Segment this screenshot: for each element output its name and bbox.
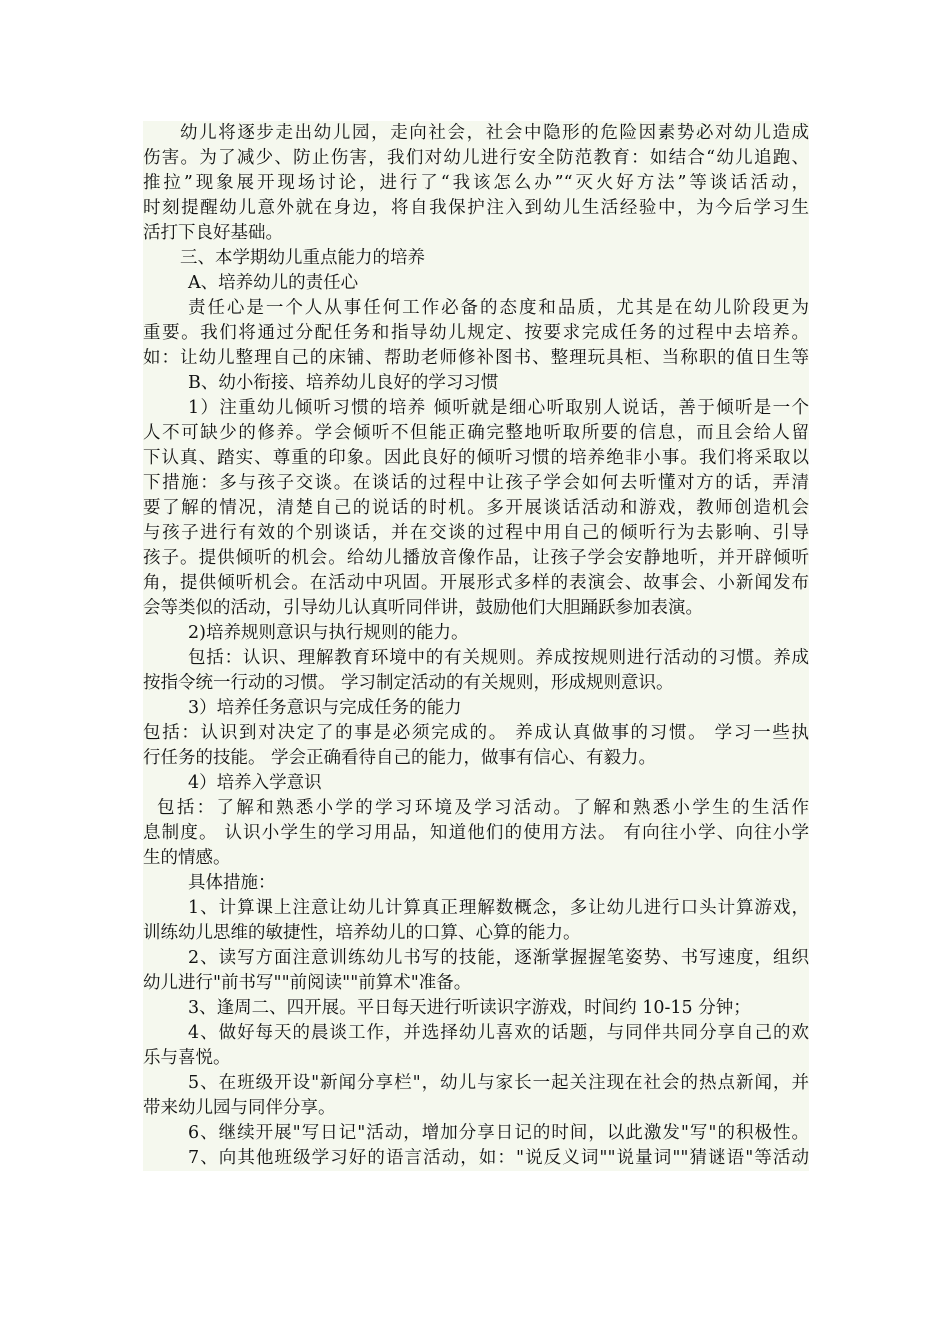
paragraph-line: 幼儿进行"前书写""前阅读""前算术"准备。 xyxy=(143,973,472,993)
subsection-heading: 具体措施： xyxy=(188,873,276,893)
paragraph-line: 乐与喜悦。 xyxy=(143,1048,231,1068)
paragraph-line: 要了解的情况，清楚自己的说话的时机。多开展谈话活动和游戏，教师创造机会 xyxy=(143,498,809,518)
paragraph-line: 按指令统一行动的习惯。 学习制定活动的有关规则，形成规则意识。 xyxy=(143,673,674,693)
paragraph-line: 责任心是一个人从事任何工作必备的态度和品质，尤其是在幼儿阶段更为 xyxy=(188,298,809,318)
list-item: 2、读写方面注意训练幼儿书写的技能，逐渐掌握握笔姿势、书写速度，组织 xyxy=(188,948,809,968)
paragraph-line: 推拉”现象展开现场讨论，进行了“我该怎么办”“灭火好方法”等谈话活动， xyxy=(143,173,809,193)
paragraph-line: 行任务的技能。 学会正确看待自己的能力，做事有信心、有毅力。 xyxy=(143,748,657,768)
subsection-heading: 2)培养规则意识与执行规则的能力。 xyxy=(188,623,469,643)
paragraph-line: 如：让幼儿整理自己的床铺、帮助老师修补图书、整理玩具柜、当称职的值日生等 xyxy=(143,348,809,368)
paragraph-line: 训练幼儿思维的敏捷性，培养幼儿的口算、心算的能力。 xyxy=(143,923,581,943)
paragraph-line: 活打下良好基础。 xyxy=(143,223,283,243)
paragraph-line: 与孩子进行有效的个别谈话，并在交谈的过程中用自己的倾听行为去影响、引导 xyxy=(143,523,809,543)
paragraph-line: 包括：认识到对决定了的事是必须完成的。 养成认真做事的习惯。 学习一些执 xyxy=(143,723,809,743)
list-item: 5、在班级开设"新闻分享栏"，幼儿与家长一起关注现在社会的热点新闻，并 xyxy=(188,1073,809,1093)
paragraph-line: 息制度。 认识小学生的学习用品，知道他们的使用方法。 有向往小学、向往小学 xyxy=(143,823,809,843)
subsection-heading: B、幼小衔接、培养幼儿良好的学习习惯 xyxy=(188,373,499,393)
subsection-heading: 4）培养入学意识 xyxy=(188,773,322,793)
paragraph-line: 孩子。提供倾听的机会。给幼儿播放音像作品，让孩子学会安静地听，并开辟倾听 xyxy=(143,548,809,568)
paragraph-line: 下认真、踏实、尊重的印象。因此良好的倾听习惯的培养绝非小事。我们将采取以 xyxy=(143,448,809,468)
paragraph-line: 伤害。为了减少、防止伤害，我们对幼儿进行安全防范教育：如结合“幼儿追跑、 xyxy=(143,148,809,168)
paragraph-line: 生的情感。 xyxy=(143,848,231,868)
paragraph-line: 会等类似的活动，引导幼儿认真听同伴讲，鼓励他们大胆踊跃参加表演。 xyxy=(143,598,703,618)
list-item: 4、做好每天的晨谈工作，并选择幼儿喜欢的话题，与同伴共同分享自己的欢 xyxy=(188,1023,809,1043)
list-item: 1、计算课上注意让幼儿计算真正理解数概念，多让幼儿进行口头计算游戏， xyxy=(188,898,809,918)
list-item: 6、继续开展"写日记"活动，增加分享日记的时间，以此激发"写"的积极性。 xyxy=(188,1123,809,1143)
list-item: 7、向其他班级学习好的语言活动，如："说反义词""说量词""猜谜语"等活动 xyxy=(188,1148,809,1168)
paragraph-line: 人不可缺少的修养。学会倾听不但能正确完整地听取所要的信息，而且会给人留 xyxy=(143,423,809,443)
paragraph-line: 重要。我们将通过分配任务和指导幼儿规定、按要求完成任务的过程中去培养。 xyxy=(143,323,809,343)
section-heading: 三、本学期幼儿重点能力的培养 xyxy=(180,248,425,268)
paragraph-line: 时刻提醒幼儿意外就在身边，将自我保护注入到幼儿生活经验中，为今后学习生 xyxy=(143,198,809,218)
paragraph-line: 包括：了解和熟悉小学的学习环境及学习活动。了解和熟悉小学生的生活作 xyxy=(157,798,809,818)
paragraph-line: 1）注重幼儿倾听习惯的培养 倾听就是细心听取别人说话，善于倾听是一个 xyxy=(188,398,809,418)
paragraph-line: 包括：认识、理解教育环境中的有关规则。养成按规则进行活动的习惯。养成 xyxy=(188,648,809,668)
subsection-heading: 3）培养任务意识与完成任务的能力 xyxy=(188,698,462,718)
paragraph-line: 下措施：多与孩子交谈。在谈话的过程中让孩子学会如何去听懂对方的话，弄清 xyxy=(143,473,809,493)
paragraph-line: 幼儿将逐步走出幼儿园，走向社会，社会中隐形的危险因素势必对幼儿造成 xyxy=(180,123,809,143)
paragraph-line: 带来幼儿园与同伴分享。 xyxy=(143,1098,336,1118)
paragraph-line: 角，提供倾听机会。在活动中巩固。开展形式多样的表演会、故事会、小新闻发布 xyxy=(143,573,809,593)
list-item: 3、逢周二、四开展。平日每天进行听读识字游戏，时间约 10-15 分钟； xyxy=(188,998,751,1018)
document-body xyxy=(143,121,809,1171)
subsection-heading: A、培养幼儿的责任心 xyxy=(188,273,359,293)
